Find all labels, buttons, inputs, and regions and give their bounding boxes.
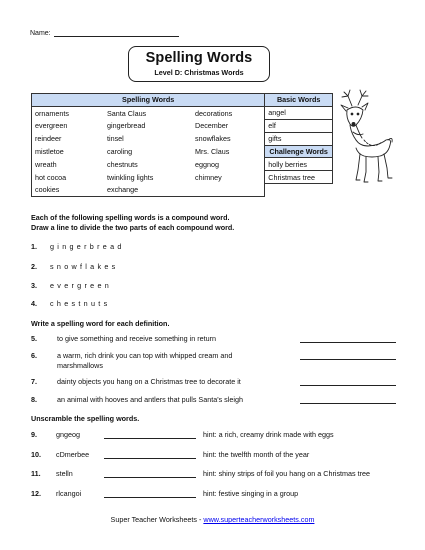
- item-number: 1.: [31, 242, 37, 251]
- section1-instructions: [31, 213, 234, 232]
- challenge-words-header: Challenge Words: [265, 145, 333, 158]
- compound-word[interactable]: chestnuts: [50, 299, 111, 308]
- name-field[interactable]: [54, 29, 179, 37]
- definition-line: marshmallows: [57, 360, 103, 370]
- compound-word[interactable]: evergreen: [50, 281, 113, 290]
- item-number: 7.: [31, 377, 37, 386]
- scrambled-word: rlcangoi: [56, 489, 82, 498]
- section2-instructions: Write a spelling word for each definition.: [31, 319, 170, 328]
- word-cell: cookies: [32, 184, 105, 196]
- word-cell: chestnuts: [107, 159, 138, 169]
- page-title: Spelling Words: [145, 50, 253, 66]
- empty-cell: [265, 184, 333, 196]
- hint-text: hint: shiny strips of foil you hang on a Christmas tree: [203, 469, 370, 478]
- compound-word[interactable]: snowflakes: [50, 262, 119, 271]
- item-number: 3.: [31, 281, 37, 290]
- item-number: 9.: [31, 430, 37, 439]
- answer-line[interactable]: [104, 489, 196, 498]
- word-cell: exchange: [104, 184, 192, 196]
- word-table: [31, 93, 333, 197]
- answer-line[interactable]: [300, 350, 396, 360]
- answer-line[interactable]: [104, 430, 196, 439]
- word-cell: evergreen: [32, 119, 105, 132]
- footer: [0, 515, 425, 524]
- item-number: 6.: [31, 351, 37, 360]
- item-number: 8.: [31, 395, 37, 404]
- item-number: 4.: [31, 299, 37, 308]
- hint-text: hint: a rich, creamy drink made with eggs: [203, 430, 334, 439]
- word-cell: hot cocoa: [32, 171, 105, 184]
- answer-line[interactable]: [300, 394, 396, 404]
- definition-line: a warm, rich drink you can top with whipped cream and: [57, 351, 233, 360]
- word-cell: caroling: [107, 147, 133, 156]
- scrambled-word: cDmerbee: [56, 450, 90, 459]
- answer-line[interactable]: [300, 376, 396, 386]
- reindeer-illustration: [338, 88, 396, 186]
- challenge-word-cell: Christmas tree: [265, 171, 333, 184]
- word-cell: gingerbread: [107, 121, 146, 131]
- word-cell: Mrs. Claus: [192, 145, 265, 158]
- footer-link[interactable]: www.superteacherworksheets.com: [203, 515, 315, 524]
- word-cell: chimney: [192, 171, 265, 184]
- item-number: 12.: [31, 489, 41, 498]
- challenge-word-cell: holly berries: [265, 158, 333, 171]
- section3-instructions: Unscramble the spelling words.: [31, 414, 140, 423]
- item-number: 10.: [31, 450, 41, 459]
- basic-word-cell: angel: [265, 106, 333, 119]
- instruction-line: Each of the following spelling words is a compound word.: [31, 213, 230, 222]
- word-cell: decorations: [192, 106, 265, 119]
- instruction-line: Draw a line to divide the two parts of each compound word.: [31, 222, 235, 232]
- basic-word-cell: gifts: [265, 132, 333, 145]
- page-subtitle: Level D: Christmas Words: [154, 68, 244, 77]
- definition-text: dainty objects you hang on a Christmas tree to decorate it: [57, 377, 241, 386]
- scrambled-word: gngeog: [56, 430, 80, 439]
- basic-words-header: Basic Words: [265, 94, 333, 107]
- name-row: [30, 29, 179, 37]
- word-cell: tinsel: [107, 134, 124, 144]
- hint-text: hint: the twelfth month of the year: [203, 450, 310, 459]
- word-cell: ornaments: [32, 106, 105, 119]
- hint-text: hint: festive singing in a group: [203, 489, 299, 498]
- word-cell: reindeer: [32, 132, 105, 145]
- word-cell: Santa Claus: [107, 108, 147, 118]
- definition-text: to give something and receive something in return: [57, 334, 217, 343]
- definition-text: [57, 351, 232, 370]
- spelling-words-header: Spelling Words: [32, 94, 265, 107]
- word-cell: eggnog: [192, 158, 265, 171]
- answer-line[interactable]: [300, 333, 396, 343]
- footer-text: Super Teacher Worksheets -: [110, 515, 204, 524]
- item-number: 11.: [31, 469, 41, 478]
- definition-text: an animal with hooves and antlers that pulls Santa's sleigh: [57, 395, 243, 404]
- word-cell: [192, 184, 265, 196]
- scrambled-word: stelln: [56, 469, 73, 478]
- answer-line[interactable]: [104, 469, 196, 478]
- word-cell: December: [192, 119, 265, 132]
- word-cell: twinkling lights: [107, 172, 154, 182]
- word-cell: wreath: [32, 158, 105, 171]
- answer-line[interactable]: [104, 450, 196, 459]
- item-number: 5.: [31, 334, 37, 343]
- basic-word-cell: elf: [265, 119, 333, 132]
- word-cell: snowflakes: [192, 132, 265, 145]
- name-label: Name:: [30, 30, 51, 37]
- title-box: [128, 46, 270, 82]
- word-cell: mistletoe: [32, 145, 105, 158]
- compound-word[interactable]: gingerbread: [50, 242, 125, 251]
- item-number: 2.: [31, 262, 37, 271]
